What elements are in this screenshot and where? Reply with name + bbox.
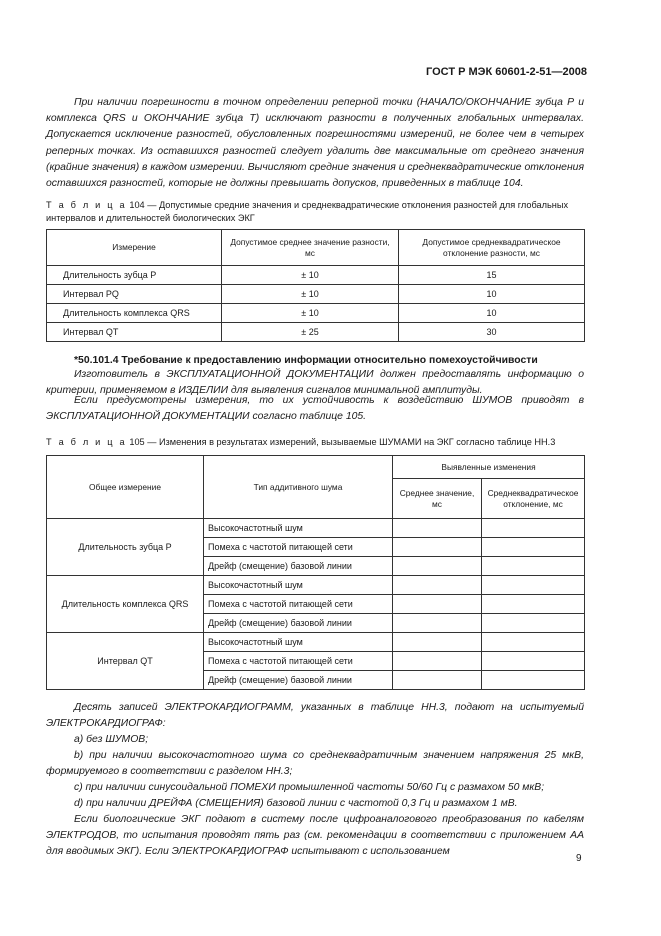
table-caption-text: 105 — Изменения в результатах измерений, вызываемые ШУМАМИ на ЭКГ согласно таблице НН.3 (129, 437, 556, 447)
mean-cell (393, 671, 482, 690)
table-row (47, 519, 585, 538)
measurement-cell: Интервал PQ (47, 285, 222, 304)
noise-type-cell: Высокочастотный шум (204, 576, 393, 595)
table-header-row (47, 230, 585, 266)
sd-cell: 10 (399, 285, 585, 304)
sd-cell: 15 (399, 266, 585, 285)
paragraph-noise-stability: Если предусмотрены измерения, то их устойчивость к воздействию ШУМОВ приводят в ЭКСПЛУАТАЦИОННОЙ ДОКУМЕНТАЦИИ согласно таблице 105. (46, 395, 584, 423)
measurement-cell: Интервал QT (47, 323, 222, 342)
column-header: Среднеквадратическое отклонение, мс (482, 479, 585, 519)
paragraph-manufacturer: Изготовитель в ЭКСПЛУАТАЦИОННОЙ ДОКУМЕНТАЦИИ должен предоставлять информацию о критерии, применяемом в ИЗДЕЛИИ для выявления сигналов минимальной амплитуды. (46, 369, 584, 397)
column-header: Допустимое среднее значение разности, мс (222, 230, 399, 266)
column-header: Общее измерение (47, 456, 204, 519)
sd-cell (482, 671, 585, 690)
column-header: Допустимое среднеквадратическое отклонение разности, мс (399, 230, 585, 266)
mean-cell: ± 10 (222, 304, 399, 323)
list-item: b) при наличии высокочастотного шума со среднеквадратичным значением напряжения 25 мкВ, формируемого в соответствии с разделом НН.3; (46, 750, 584, 778)
mean-cell (393, 595, 482, 614)
table-row (47, 633, 585, 652)
mean-cell (393, 576, 482, 595)
section-title: *50.101.4 Требование к предоставлению информации относительно помехоустойчивости (74, 355, 538, 366)
table-104 (46, 229, 585, 342)
table-caption-text: 104 — Допустимые средние значения и среднеквадратические отклонения разностей для глобальных интервалов и длительностей биологических ЭКГ (46, 200, 569, 223)
table-104-caption (46, 199, 586, 224)
mean-cell: ± 10 (222, 266, 399, 285)
page-number: 9 (576, 853, 582, 864)
sd-cell (482, 652, 585, 671)
table-label: Т а б л и ц а (46, 437, 127, 447)
mean-cell (393, 633, 482, 652)
table-row (47, 323, 585, 342)
column-header: Выявленные изменения (393, 456, 585, 479)
sd-cell (482, 576, 585, 595)
measurement-cell: Интервал QT (47, 633, 204, 690)
noise-type-cell: Дрейф (смещение) базовой линии (204, 671, 393, 690)
mean-cell: ± 25 (222, 323, 399, 342)
noise-type-cell: Помеха с частотой питающей сети (204, 652, 393, 671)
noise-type-cell: Дрейф (смещение) базовой линии (204, 557, 393, 576)
table-row (47, 266, 585, 285)
table-row (47, 285, 585, 304)
sd-cell: 10 (399, 304, 585, 323)
list-item: c) при наличии синусоидальной ПОМЕХИ промышленной частоты 50/60 Гц с размахом 50 мкВ; (74, 782, 545, 793)
table-header-row (47, 456, 585, 479)
column-header: Измерение (47, 230, 222, 266)
list-item: d) при наличии ДРЕЙФА (СМЕЩЕНИЯ) базовой линии с частотой 0,3 Гц и размахом 1 мВ. (74, 798, 518, 809)
sd-cell (482, 633, 585, 652)
mean-cell (393, 652, 482, 671)
sd-cell (482, 595, 585, 614)
mean-cell (393, 614, 482, 633)
mean-cell: ± 10 (222, 285, 399, 304)
list-item: a) без ШУМОВ; (74, 734, 149, 745)
table-105-caption (46, 436, 586, 449)
sd-cell: 30 (399, 323, 585, 342)
document-header: ГОСТ Р МЭК 60601-2-51—2008 (426, 66, 587, 78)
mean-cell (393, 557, 482, 576)
measurement-cell: Длительность комплекса QRS (47, 304, 222, 323)
column-header: Тип аддитивного шума (204, 456, 393, 519)
sd-cell (482, 538, 585, 557)
paragraph-ecg-records: Десять записей ЭЛЕКТРОКАРДИОГРАММ, указанных в таблице НН.3, подают на испытуемый ЭЛЕКТРОКАРДИОГРАФ: (46, 702, 584, 730)
measurement-cell: Длительность зубца Р (47, 519, 204, 576)
paragraph-biological-ecg: Если биологические ЭКГ подают в систему после цифроаналогового преобразования по кабелям ЭЛЕКТРОДОВ, то испытания проводят пять раз (см. рекомендации в соответствии с приложением АА для вводимых ЭКГ). Если ЭЛЕКТРОКАРДИОГРАФ испытывают с использованием (46, 814, 584, 858)
sd-cell (482, 519, 585, 538)
table-row (47, 576, 585, 595)
paragraph-reference-points: При наличии погрешности в точном определении реперной точки (НАЧАЛО/ОКОНЧАНИЕ зубца Р и комплекса QRS и ОКОНЧАНИЕ зубца Т) исключают разности в полученных глобальных интервалах. Допускается исключение разностей, обусловленных погрешностями измерений, не более чем в четырех реперных точках. Из оставшихся разностей следует удалить две максимальные от среднего значения (крайние значения) в каждом измерении. Вычисляют средние значения и среднеквадратические отклонения оставшихся разностей, которые не должны превышать допусков, приведенных в таблице 104. (46, 97, 584, 190)
sd-cell (482, 614, 585, 633)
table-105 (46, 455, 585, 690)
table-row (47, 304, 585, 323)
column-header: Среднее значение, мс (393, 479, 482, 519)
noise-type-cell: Помеха с частотой питающей сети (204, 538, 393, 557)
mean-cell (393, 519, 482, 538)
measurement-cell: Длительность комплекса QRS (47, 576, 204, 633)
noise-type-cell: Помеха с частотой питающей сети (204, 595, 393, 614)
noise-type-cell: Дрейф (смещение) базовой линии (204, 614, 393, 633)
table-label: Т а б л и ц а (46, 200, 127, 210)
sd-cell (482, 557, 585, 576)
noise-type-cell: Высокочастотный шум (204, 519, 393, 538)
measurement-cell: Длительность зубца Р (47, 266, 222, 285)
mean-cell (393, 538, 482, 557)
noise-type-cell: Высокочастотный шум (204, 633, 393, 652)
